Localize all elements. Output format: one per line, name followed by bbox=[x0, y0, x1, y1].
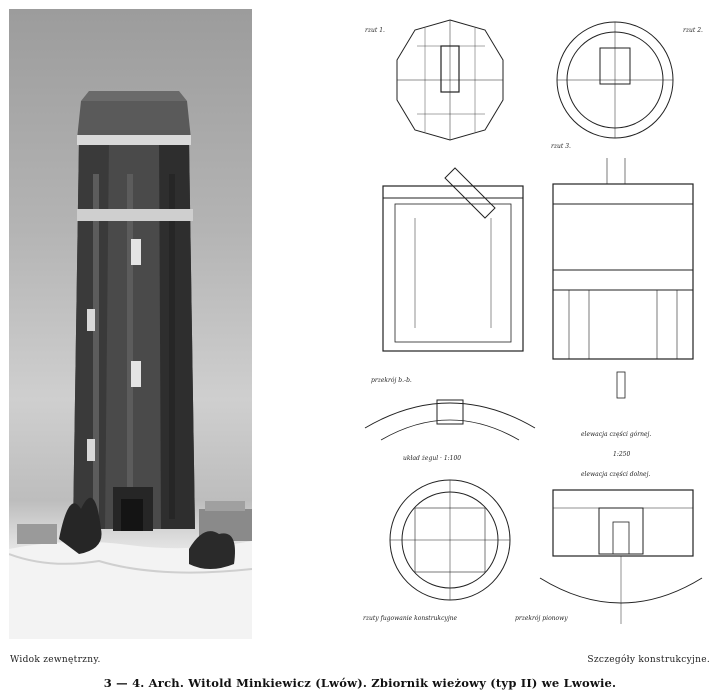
main-caption: 3 — 4. Arch. Witold Minkiewicz (Lwów). Zbiornik wieżowy (typ II) we Lwowie. bbox=[103, 676, 617, 690]
label-przekroj-bb: przekrój b.-b. bbox=[371, 377, 412, 384]
tower-photo-illustration bbox=[9, 9, 252, 639]
label-rzut2: rzut 2. bbox=[683, 27, 703, 34]
label-skala: 1:250 bbox=[613, 451, 631, 458]
label-uklad-zegul: układ żegul · 1:100 bbox=[403, 455, 462, 462]
tower-photograph bbox=[9, 9, 252, 639]
drawings-caption: Szczegóły konstrukcyjne. bbox=[587, 655, 710, 665]
label-elewacja-dolnej: elewacja części dolnej. bbox=[581, 471, 651, 478]
label-rzut3: rzut 3. bbox=[551, 143, 571, 150]
tower-drawings-illustration bbox=[345, 8, 715, 640]
label-rzut-fundamentu: rzuty fugowanie konstrukcyjne bbox=[363, 615, 458, 622]
photo-caption: Widok zewnętrzny. bbox=[10, 655, 101, 665]
label-elewacja-gornej: elewacja części górnej. bbox=[581, 431, 652, 438]
label-przekroj-pionowy: przekrój pionowy bbox=[515, 615, 568, 622]
label-rzut1: rzut 1. bbox=[365, 27, 385, 34]
technical-drawings bbox=[345, 8, 715, 640]
